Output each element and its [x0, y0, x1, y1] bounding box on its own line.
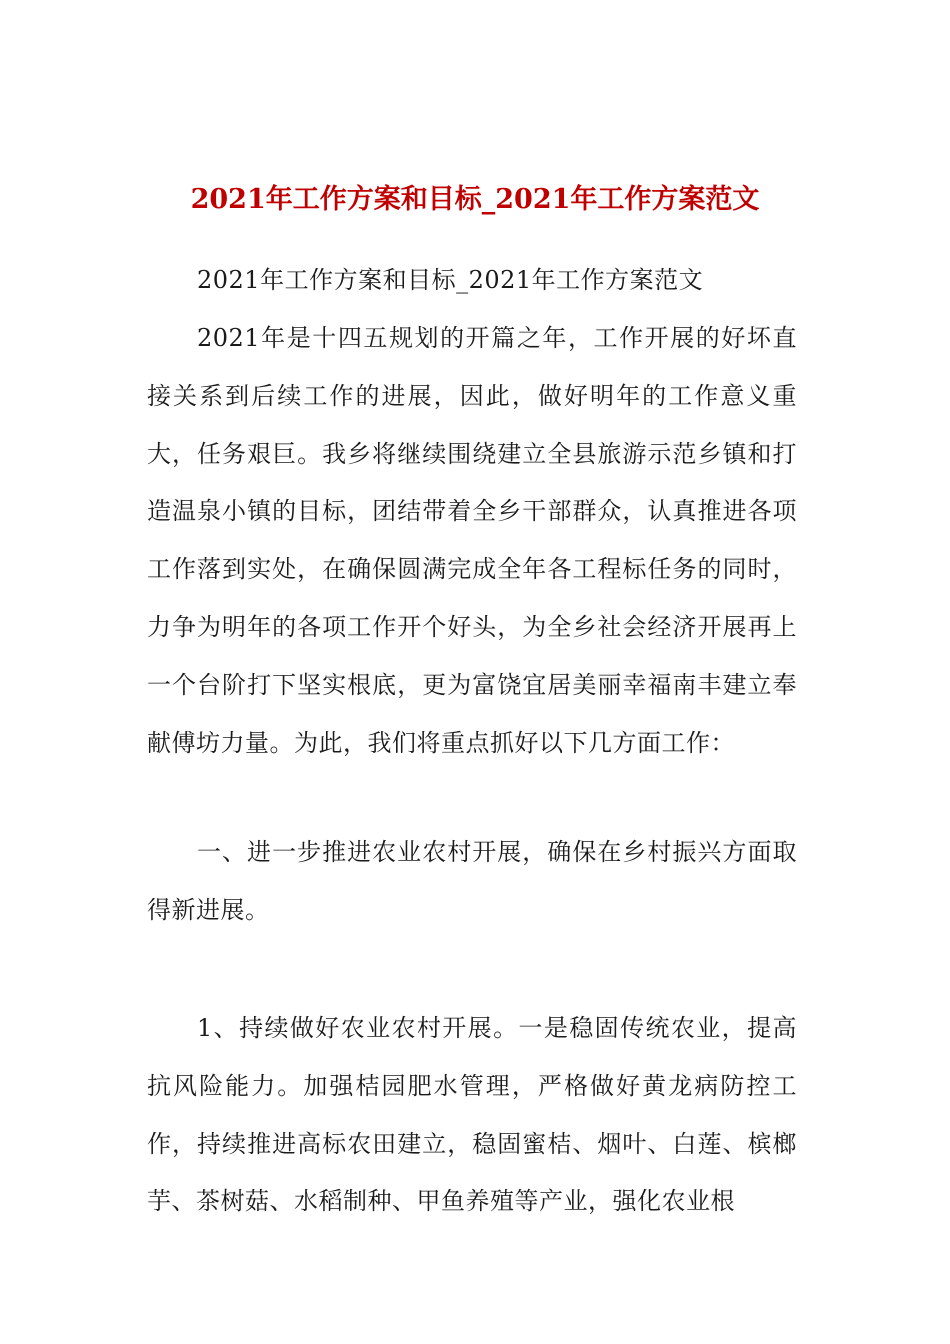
- section-heading-1: 一、进一步推进农业农村开展，确保在乡村振兴方面取得新进展。: [147, 838, 797, 924]
- document-title: 2021年工作方案和目标_2021年工作方案范文: [190, 184, 760, 215]
- intro-paragraph: 2021年是十四五规划的开篇之年，工作开展的好坏直接关系到后续工作的进展，因此，做好明年的工作意义重大，任务艰巨。我乡将继续围绕建立全县旅游示范乡镇和打造温泉小镇的目标，团结带着全乡干部群众，认真推进各项工作落到实处，在确保圆满完成全年各工程标任务的同时，力争为明年的各项工作开个好头，为全乡社会经济开展再上一个台阶打下坚实根底，更为富饶宜居美丽幸福南丰建立奉献傅坊力量。为此，我们将重点抓好以下几方面工作：: [147, 324, 797, 757]
- subtitle-paragraph: 2021年工作方案和目标_2021年工作方案范文: [197, 266, 704, 294]
- item-paragraph-1: 1、持续做好农业农村开展。一是稳固传统农业，提高抗风险能力。加强桔园肥水管理，严格做好黄龙病防控工作，持续推进高标农田建立，稳固蜜桔、烟叶、白莲、槟榔芋、茶树菇、水稻制种、甲鱼养殖等产业，强化农业根: [147, 1014, 797, 1216]
